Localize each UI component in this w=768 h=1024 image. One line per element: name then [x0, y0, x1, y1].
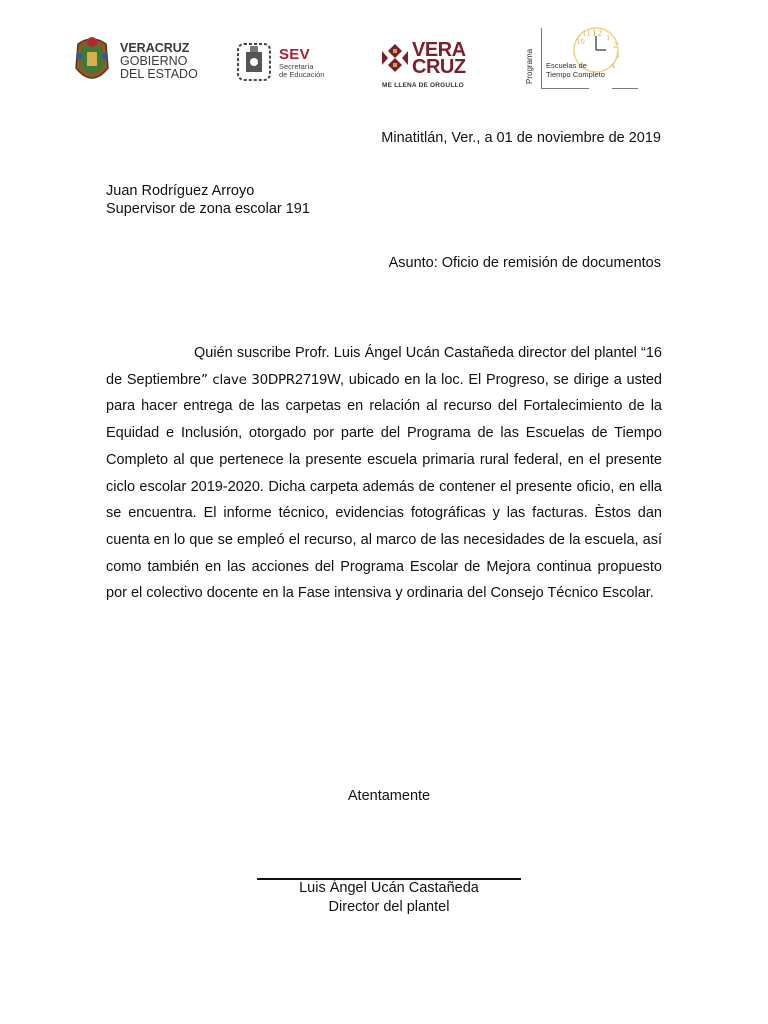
body-part-3: ” clave 30DPR [201, 371, 295, 388]
veracruz-brand-text [412, 39, 466, 78]
subject-line: Asunto: Oficio de remisión de documentos [388, 255, 661, 271]
programa-line2: Tiempo Completo [546, 70, 605, 79]
programa-divider [541, 28, 542, 88]
veracruz-line1: VERA [412, 39, 466, 61]
programa-vertical-label: Programa [525, 48, 534, 84]
coat-of-arms-icon [70, 34, 114, 88]
gobierno-logo [70, 34, 120, 90]
svg-text:4: 4 [611, 62, 616, 70]
body-part-4: 2719W, ubicado en la loc. El Progreso, se dirige a usted para hacer entrega de las carpetas en relación al recurso del Fortalecimiento de la Equidad e Inclusión, otorgado por parte del Programa de las Escuelas de Tiempo Completo al que pertenece la presente escuela primaria rural federal, en el presente ciclo escolar 2019-2020. Dicha carpeta además de contener el presente oficio, en ella se encuentra. El informe técnico, evidencias fotográficas y las facturas. Èstos dan cuenta en lo que se empleó el recurso, al marco de las necesidades de la escuela, así como también en las acciones del Programa Escolar de Mejora continua propuesto por el colectivo docente en la Fase intensiva y ordinaria del Consejo Técnico Escolar. [106, 371, 662, 602]
veracruz-brand-logo [380, 42, 412, 76]
gobierno-line2: GOBIERNO [120, 54, 188, 69]
date-line: Minatitlán, Ver., a 01 de noviembre de 2019 [381, 130, 661, 146]
recipient-title: Supervisor de zona escolar 191 [106, 201, 310, 217]
programa-underline-left [541, 88, 589, 89]
recipient-name: Juan Rodríguez Arroyo [106, 183, 255, 199]
programa-underline-right [612, 88, 638, 89]
svg-text:3: 3 [615, 52, 620, 60]
body-part-1: Quién suscribe Profr. Luis Ángel Ucán Castañeda director del plantel [194, 345, 642, 361]
closing: Atentamente [347, 788, 431, 804]
sev-logo [234, 38, 276, 84]
sev-text [279, 47, 324, 79]
gobierno-text [120, 42, 198, 81]
sev-line2: Secretaría [279, 61, 314, 71]
gobierno-line3: DEL ESTADO [120, 67, 198, 82]
veracruz-line2: CRUZ [412, 56, 466, 78]
sev-acronym: SEV [279, 46, 310, 63]
programa-text [546, 61, 605, 79]
svg-text:1: 1 [606, 34, 611, 42]
veracruz-tagline: ME LLENA DE ORGULLO [382, 82, 464, 89]
svg-text:12: 12 [592, 29, 603, 38]
body-part-2: “16 de Septiembre [106, 345, 662, 388]
sev-line3: de Educación [279, 69, 325, 79]
signature-name: Luis Ángel Ucán Castañeda [299, 880, 479, 896]
signature-title: Director del plantel [328, 899, 450, 915]
sev-emblem-icon [234, 38, 274, 84]
svg-text:11: 11 [582, 30, 591, 38]
veracruz-pattern-icon [380, 42, 410, 74]
svg-text:2: 2 [613, 42, 618, 50]
programa-line1: Escuelas de [546, 61, 587, 70]
svg-text:10: 10 [576, 38, 585, 46]
letter-body [106, 340, 662, 607]
gobierno-line1: VERACRUZ [120, 41, 190, 55]
